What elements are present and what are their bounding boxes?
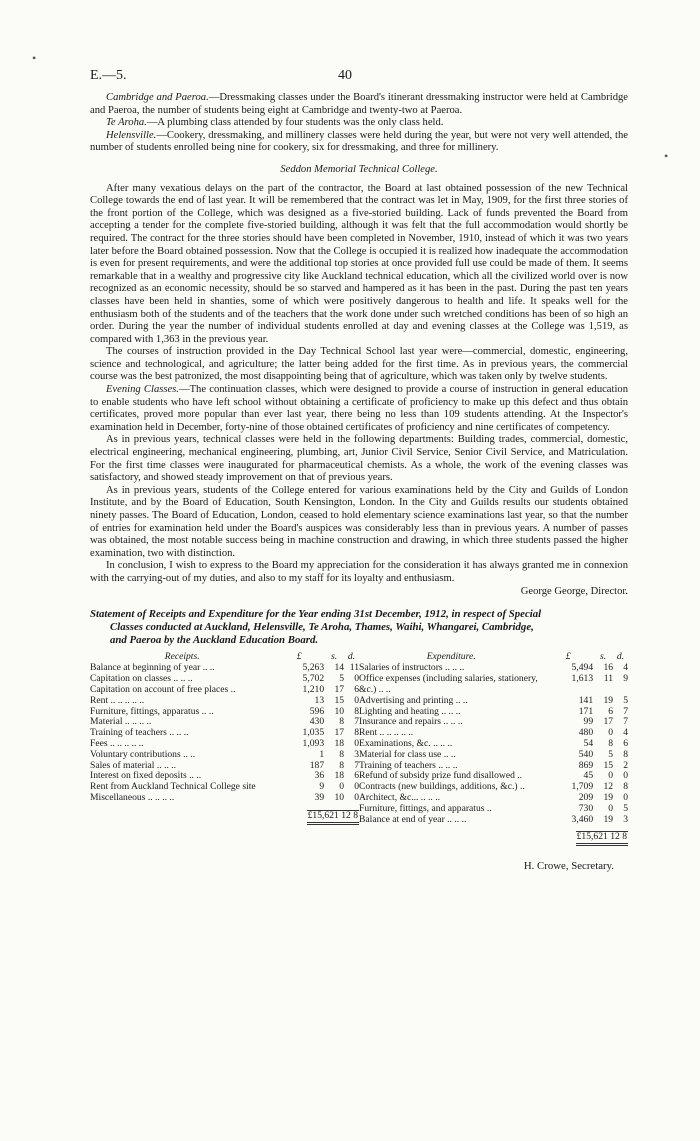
pence-value: 6 (354, 683, 359, 695)
row-label (359, 717, 543, 728)
paragraph-seddon-2: The courses of instruction provided in the Day Technical School last year were—commercial, domestic, engineering, science and technological, and agriculture; the latter being added for the first time. As in previous years, the commercial course was the best patronized, the most disappointing being that of agriculture, which was taken only by twelve students. (90, 346, 628, 383)
expenditure-total: £15,621 12 8 (576, 831, 628, 846)
director-signature: George George, Director. (520, 585, 628, 597)
pounds-value: 1 (319, 748, 325, 760)
leader-dots: .. .. (446, 706, 461, 717)
paragraph-seddon-4: As in previous years, students of the College entered for various examinations held by the City and Guilds of London Institute, and by the Board of Education, South Kensington, London. In the City and Guilds results our students obtained ninety passes. The Board of Education, London, ceased to hold elementary science examinations last year, so that the number of entries for examination held under the Board's auspices was considerably less than in previous years. A number of passes was obtained, the most notable success being in machine construction and drawing, in which three students passed the higher examination, two with distinction. (90, 484, 628, 559)
row-label (359, 728, 543, 739)
shillings-value: 12 (603, 781, 614, 793)
pence-value: 9 (623, 673, 628, 685)
row-label-text: Furniture, fittings, apparatus (90, 706, 200, 717)
pounds-value: 5,702 (302, 673, 325, 685)
pence-value: 11 (349, 662, 359, 674)
expenditure-row (359, 674, 628, 696)
expenditure-heading: Expenditure. (426, 650, 476, 662)
pence-value: 7 (623, 705, 628, 717)
row-label-text: Balance at beginning of year (90, 663, 201, 674)
pounds-value: 480 (578, 727, 594, 739)
shillings-value: 0 (608, 727, 614, 739)
pence-value: 3 (354, 748, 359, 760)
pence-value: 8 (623, 781, 628, 793)
row-label-text: Sales of material (90, 760, 155, 771)
pounds-value: 5,263 (302, 662, 325, 674)
leader-dots: .. .. .. .. (384, 728, 414, 739)
shillings-value: 16 (603, 662, 614, 674)
shillings-value: 19 (603, 813, 614, 825)
shillings-value: 10 (334, 791, 345, 803)
leader-dots: .. .. .. (435, 760, 458, 771)
leader-dots: .. .. .. (166, 728, 189, 739)
leader-dots: .. .. .. (154, 760, 177, 771)
pence-value: 6 (354, 770, 359, 782)
shillings-value: 10 (334, 705, 345, 717)
pence-value: 0 (354, 673, 359, 685)
margin-mark: • (32, 51, 37, 65)
row-label (90, 717, 274, 728)
row-label (359, 815, 543, 826)
row-label (359, 750, 543, 761)
page-header (90, 70, 628, 92)
row-label-text: Rent from Auckland Technical College site (90, 782, 256, 793)
paragraph-seddon-5: In conclusion, I wish to express to the Board my appreciation for the consideration it has always granted me in connexion with the carrying-out of my duties, and also to my staff for its loyalty and enthusiasm. (90, 560, 628, 584)
row-label (359, 761, 543, 772)
shillings-value: 19 (603, 791, 614, 803)
pounds-value: 187 (309, 759, 325, 771)
page-number: 40 (338, 68, 352, 83)
leader-dots: .. .. (180, 749, 196, 760)
leader-dots: .. .. (453, 695, 468, 706)
shillings-value: 17 (334, 683, 345, 695)
pounds-value: 5,494 (571, 662, 594, 674)
leader-dots: .. .. (441, 749, 456, 760)
leader-dots: .. .. (376, 683, 391, 695)
pounds-value: 39 (314, 791, 325, 803)
pounds-value: 1,210 (302, 683, 325, 695)
row-label-text: Capitation on classes (90, 674, 171, 685)
row-label (90, 771, 274, 782)
leader-dots: .. .. (451, 814, 467, 825)
shillings-value: 14 (334, 662, 345, 674)
leader-dots: .. .. .. (418, 792, 440, 803)
pence-value: 8 (623, 748, 628, 760)
leader-dots: .. .. (200, 663, 215, 674)
shillings-value: 8 (339, 748, 345, 760)
pence-value: 7 (623, 716, 628, 728)
row-label-text: Rent .. (359, 728, 385, 739)
statement-heading: Statement of Receipts and Expenditure for the Year ending 31st December, 1912, in respect of Special Classes conducted at Auckland, Helensville, Te Aroha, Thames, Waihi, Whangarei, Cambridge, and Paeroa by the Auckland Education Board. (90, 608, 542, 646)
leader-dots: .. (228, 684, 236, 695)
row-label (90, 674, 274, 685)
shillings-value: 19 (603, 694, 614, 706)
row-label-text: Contracts (new buildings, additions, &c.) .. (359, 782, 525, 793)
shillings-value: 15 (603, 759, 614, 771)
row-label (359, 707, 543, 718)
row-label-text: Refund of subsidy prize fund disallowed .. (359, 771, 523, 782)
row-label (359, 782, 543, 793)
paragraph-seddon-3: As in previous years, technical classes were held in the following departments: Building trades, commercial, domestic, electrical engineering, mechanical engineering, plumbing, art, Junior Civil Service, Senior Civil Service, and Matriculation. For the first time classes were inaugurated for pharmaceutical chemists. As a whole, the work of the evening classes was satisfactory, and showed steady improvement on that of previous years. (90, 434, 628, 484)
row-label (90, 782, 274, 793)
row-label (90, 707, 274, 718)
pounds-value: 1,709 (571, 781, 594, 793)
accounts-table (90, 651, 628, 847)
receipt-row (90, 793, 359, 804)
pence-value: 0 (354, 781, 359, 793)
pence-value: 3 (623, 813, 628, 825)
pence-value: 4 (623, 727, 628, 739)
pounds-value: 1,613 (571, 673, 594, 685)
section-title-seddon: Seddon Memorial Technical College. (280, 163, 438, 175)
pounds-value: 540 (578, 748, 594, 760)
paragraph-cambridge: Cambridge and Paeroa.—Dressmaking classes under the Board's itinerant dressmaking instructor were held at Cambridge and Paeroa, the number of students being eight at Cambridge and twenty-two at Paeroa. (90, 92, 628, 116)
pence-value: 0 (354, 791, 359, 803)
shillings-value: 11 (603, 673, 614, 685)
expenditure-row (359, 804, 628, 815)
row-label (359, 696, 543, 707)
receipts-heading: Receipts. (164, 650, 200, 662)
receipts-total: £15,621 12 8 (307, 810, 359, 825)
row-label (90, 696, 274, 707)
shillings-value: 17 (334, 727, 345, 739)
pounds-value: 36 (314, 770, 325, 782)
pounds-value: 1,035 (302, 727, 325, 739)
row-label (90, 728, 274, 739)
pounds-value: 596 (309, 705, 325, 717)
shillings-value: 8 (339, 759, 345, 771)
row-label-text: Capitation on account of free places (90, 684, 229, 695)
row-label-text: Advertising and printing (359, 695, 454, 706)
pounds-value: 54 (583, 737, 594, 749)
row-label (359, 663, 543, 674)
shillings-value: 18 (334, 770, 345, 782)
shillings-value: 5 (339, 673, 345, 685)
leader-dots: .. .. .. (152, 792, 175, 803)
pounds-value: 9 (319, 781, 325, 793)
leader-dots: .. .. .. .. (115, 695, 145, 706)
row-label-text: Material (90, 717, 123, 728)
secretary-signature: H. Crowe, Secretary. (523, 860, 614, 873)
row-label-text: Fees .. (90, 738, 115, 749)
pence-value: 7 (354, 759, 359, 771)
expenditure-column: Expenditure. £ s. d. Salaries of instructors .. .. .. 5,494 16 4 Office expenses (including salaries, stationery, &c.) .. .. 1,613 11 9 Advertising and printing .. .. 141 19 5 Lighting and heating .. .. .. 171 6 7 Insurance and repairs .. .. .. 99 17 7 Rent .. .. .. .. .. 480 0 4 Examinations, &c. .. .. .. 54 8 6 Material for class use .. .. 540 5 8 Training of teachers .. .. .. 869 15 2 Refund of subsidy prize fund disallowed .. 45 0 0 Contracts (new buildings, additions, &c.) .. 1,709 12 8 Architect, &c... .. .. .. 209 19 0 Furniture, fittings, and apparatus .. 730 0 5 Balance at end of year .. .. .. 3,460 19 3 £15,621 12 8 (359, 651, 628, 847)
paragraph-helensville: Helensville.—Cookery, dressmaking, and millinery classes were held during the year, but were not very well attended, the number of students enrolled being nine for cookery, six for dressmaking, and three for millinery. (90, 129, 628, 154)
row-label-text: Salaries of instructors .. (359, 663, 450, 674)
shillings-value: 6 (608, 705, 614, 717)
pence-value: 8 (354, 727, 359, 739)
row-label-text: Examinations, &c. (359, 738, 431, 749)
expenditure-row (359, 696, 628, 707)
row-label (90, 750, 274, 761)
shillings-value: 18 (334, 737, 345, 749)
document-page (90, 70, 628, 873)
leader-dots: .. .. (186, 771, 202, 782)
expenditure-row (359, 750, 628, 761)
leader-dots: .. .. .. .. (122, 717, 152, 728)
receipts-column: Receipts. £ s. d. Balance at beginning of year .. .. 5,263 14 11 Capitation on classes .. .. .. 5,702 5 0 Capitation on account of free places .. 1,210 17 6 Rent .. .. .. .. .. 13 15 0 Furniture, fittings, apparatus .. .. 596 10 8 Material .. .. .. .. 430 8 7 Training of teachers .. .. .. 1,035 17 8 Fees .. .. .. .. .. 1,093 18 0 Voluntary contributions .. .. 1 8 3 Sales of material .. .. .. 187 8 7 Interest on fixed deposits .. .. 36 18 6 Rent from Auckland Technical College site 9 0 0 Miscellaneous .. .. .. .. 39 10 0 £15,621 12 8 (90, 651, 359, 847)
pence-value: 0 (623, 791, 628, 803)
row-label-text: Furniture, fittings, and apparatus (359, 803, 485, 814)
row-label (90, 739, 274, 750)
row-label-text: Lighting and heating .. (359, 706, 447, 717)
pounds-value: 430 (309, 716, 325, 728)
row-label-text: Training of teachers (359, 760, 436, 771)
pounds-value: 99 (583, 716, 594, 728)
leader-dots: .. (484, 803, 492, 814)
leader-dots: .. .. .. .. (114, 738, 144, 749)
leader-dots: .. .. (448, 717, 463, 728)
row-label-text: Rent .. (90, 695, 116, 706)
row-label-text: Voluntary contributions (90, 749, 181, 760)
paragraph-seddon-1: After many vexatious delays on the part of the contractor, the Board at last obtained possession of the new Technical College towards the end of last year. It will be remembered that the contract was let in May, 1909, for the first three stories of the front portion of the College, which was designed as a five-storied building. Lack of funds prevented the Board from accepting a tender for the complete five-storied building, although it was felt that the full accommodation would shortly be required. The contract for the three stories should have been completed in November, 1910, instead of which it was two years later before the Board obtained possession. Now that the College is occupied it is realized how inadequate the accommodation is even for present requirements, and were the additional top stories at once provided full use could be made of them. It seems remarkable that in a wealthy and progressive city like Auckland technical education, which all the civilized world over is now recognized as an economic necessity, should be so starved and hampered as it has been in the past. During the past ten years classes have been held in shanties, some of which were positively dangerous to health and life. It speaks well for the enthusiasm both of the students and of the teachers that the work done under such wretched conditions has been of so high an order. During the year the number of individual students enrolled at day and evening classes at the College was 1,519, as compared with 1,363 in the previous year. (90, 182, 628, 345)
row-label-text: Material for class use (359, 749, 442, 760)
shillings-value: 0 (608, 770, 614, 782)
row-label-text: Architect, &c... (359, 792, 419, 803)
pounds-value: 730 (578, 802, 594, 814)
row-label-text: Office expenses (including salaries, stationery, &c.) (359, 674, 538, 695)
paragraph-te-aroha: Te Aroha.—A plumbing class attended by four students was the only class held. (106, 117, 444, 129)
pounds-value: 3,460 (571, 813, 594, 825)
row-label-text: Interest on fixed deposits (90, 771, 187, 782)
pence-value: 6 (623, 737, 628, 749)
pence-value: 8 (354, 705, 359, 717)
report-code: E.—5. (90, 68, 127, 83)
receipt-row (90, 750, 359, 761)
pounds-value: 209 (578, 791, 594, 803)
row-label (90, 793, 274, 804)
shillings-value: 8 (608, 737, 614, 749)
pence-value: 0 (354, 694, 359, 706)
pounds-value: 171 (578, 705, 594, 717)
receipt-row (90, 696, 359, 707)
pence-value: 0 (354, 737, 359, 749)
pence-value: 2 (623, 759, 628, 771)
pounds-value: 45 (583, 770, 594, 782)
pounds-value: 869 (578, 759, 594, 771)
pence-value: 0 (623, 770, 628, 782)
row-label (90, 685, 274, 696)
row-label (90, 663, 274, 674)
shillings-value: 15 (334, 694, 345, 706)
pence-value: 4 (623, 662, 628, 674)
row-label-text: Balance at end of year .. (359, 814, 452, 825)
expenditure-row (359, 815, 628, 826)
margin-mark: • (664, 149, 669, 163)
shillings-value: 5 (608, 748, 614, 760)
leader-dots: .. .. .. (430, 738, 453, 749)
row-label (359, 804, 543, 815)
shillings-value: 0 (608, 802, 614, 814)
shillings-value: 0 (339, 781, 345, 793)
leader-dots: .. .. (199, 706, 214, 717)
paragraph-evening-classes: Evening Classes.—The continuation classes, which were designed to provide a course of instruction in general education to enable students who have left school without obtaining a certificate of proficiency to make up this defect and thus obtain certificates, proved more popular than ever last year, there being no less than 109 students attending. At the Inspector's examination held in December, forty-nine of those obtained certificates of proficiency and nine certificates of competency. (90, 384, 628, 433)
row-label (359, 674, 543, 696)
pence-value: 7 (354, 716, 359, 728)
pounds-value: 13 (314, 694, 325, 706)
row-label (359, 793, 543, 804)
row-label (359, 739, 543, 750)
pence-value: 5 (623, 802, 628, 814)
pounds-value: 1,093 (302, 737, 325, 749)
pounds-value: 141 (578, 694, 594, 706)
shillings-value: 8 (339, 716, 345, 728)
row-label-text: Training of teachers (90, 728, 167, 739)
leader-dots: .. .. (449, 663, 465, 674)
row-label-text: Miscellaneous .. (90, 792, 153, 803)
shillings-value: 17 (603, 716, 614, 728)
row-label (359, 771, 543, 782)
row-label-text: Insurance and repairs .. (359, 717, 449, 728)
leader-dots: .. .. .. (171, 674, 193, 685)
pence-value: 5 (623, 694, 628, 706)
row-label (90, 761, 274, 772)
